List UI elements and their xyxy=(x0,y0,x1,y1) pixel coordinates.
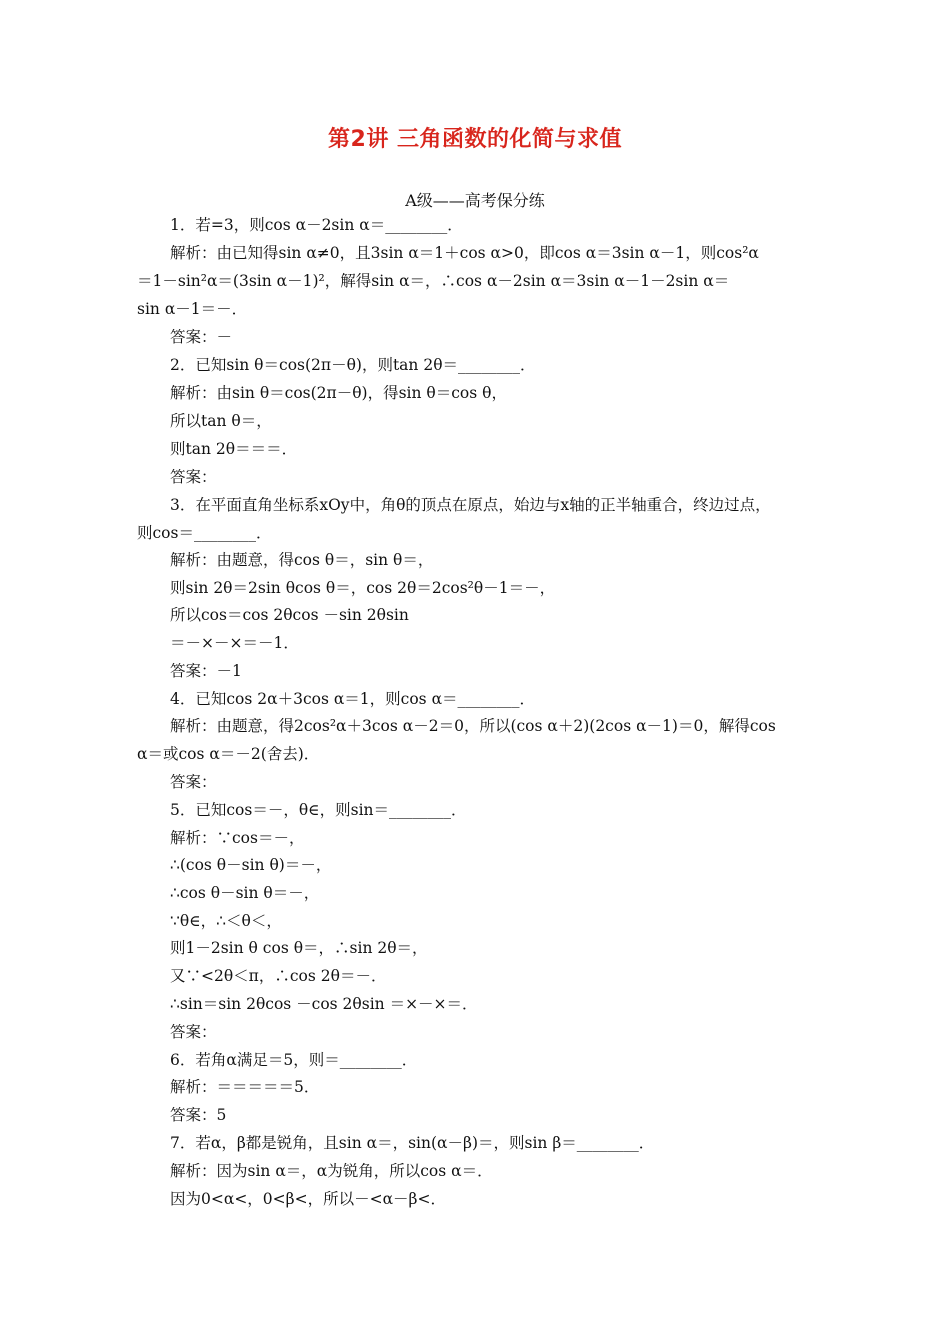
page-title: 第2讲 三角函数的化简与求值 xyxy=(328,127,622,152)
text-line: α＝或cos α＝－2(舍去)． xyxy=(137,745,320,763)
text-line: 5．已知cos＝－，θ∈，则sin＝________． xyxy=(170,801,467,819)
text-line: 则tan 2θ＝＝＝． xyxy=(170,440,298,458)
text-line: 答案： xyxy=(170,1023,217,1041)
text-line: sin α－1＝－． xyxy=(137,300,248,318)
text-line: 6．若角α满足＝5，则＝________． xyxy=(170,1051,418,1069)
text-line: 解析：∵cos＝－， xyxy=(170,829,305,847)
text-line: 7．若α，β都是锐角，且sin α＝，sin(α－β)＝，则sin β＝________． xyxy=(170,1134,655,1152)
text-line: 又∵<2θ＜π，∴cos 2θ＝－． xyxy=(170,967,387,985)
text-line: 答案：5 xyxy=(170,1106,227,1124)
text-line: 2．已知sin θ＝cos(2π－θ)，则tan 2θ＝________． xyxy=(170,356,536,374)
text-line: 答案： xyxy=(170,468,217,486)
text-line: 3．在平面直角坐标系xOy中，角θ的顶点在原点，始边与x轴的正半轴重合，终边过点， xyxy=(170,496,771,514)
text-line: 解析：由题意，得cos θ＝，sin θ＝， xyxy=(170,551,434,569)
text-line: 解析：因为sin α＝，α为锐角，所以cos α＝． xyxy=(170,1162,493,1180)
text-line: 解析：由已知得sin α≠0，且3sin α＝1＋cos α>0，即cos α＝3sin α－1，则cos²α xyxy=(170,244,759,262)
text-line: ∴(cos θ－sin θ)＝－， xyxy=(170,856,332,874)
section-heading: A级——高考保分练 xyxy=(405,191,545,210)
text-line: 因为0<α<，0<β<，所以－<α－β<． xyxy=(170,1190,447,1208)
text-line: 所以tan θ＝， xyxy=(170,412,272,430)
text-line: 则cos＝________． xyxy=(137,524,272,542)
text-line: 1．若=3，则cos α－2sin α＝________． xyxy=(170,216,463,234)
text-line: ＝1－sin²α＝(3sin α－1)²，解得sin α＝，∴cos α－2sin α＝3sin α－1－2sin α＝ xyxy=(137,272,730,290)
text-line: 所以cos＝cos 2θcos －sin 2θsin xyxy=(170,606,409,624)
text-line: ∵θ∈，∴＜θ＜， xyxy=(170,912,282,930)
text-line: 答案：－ xyxy=(170,328,233,346)
text-line: 则1－2sin θ cos θ＝，∴sin 2θ＝， xyxy=(170,939,428,957)
text-line: ∴cos θ－sin θ＝－， xyxy=(170,884,320,902)
text-line: 4．已知cos 2α＋3cos α＝1，则cos α＝________． xyxy=(170,690,536,708)
text-line: 解析：＝＝＝＝＝5． xyxy=(170,1078,320,1096)
text-line: 答案：－1 xyxy=(170,662,242,680)
text-line: 答案： xyxy=(170,773,217,791)
text-line: 解析：由sin θ＝cos(2π－θ)，得sin θ＝cos θ， xyxy=(170,384,507,402)
text-line: ＝－×－×＝－1． xyxy=(170,634,299,652)
text-line: 则sin 2θ＝2sin θcos θ＝，cos 2θ＝2cos²θ－1＝－， xyxy=(170,579,556,597)
text-line: 解析：由题意，得2cos²α＋3cos α－2＝0，所以(cos α＋2)(2cos α－1)＝0，解得cos xyxy=(170,717,776,735)
text-line: ∴sin＝sin 2θcos －cos 2θsin ＝×－×＝． xyxy=(170,995,478,1013)
